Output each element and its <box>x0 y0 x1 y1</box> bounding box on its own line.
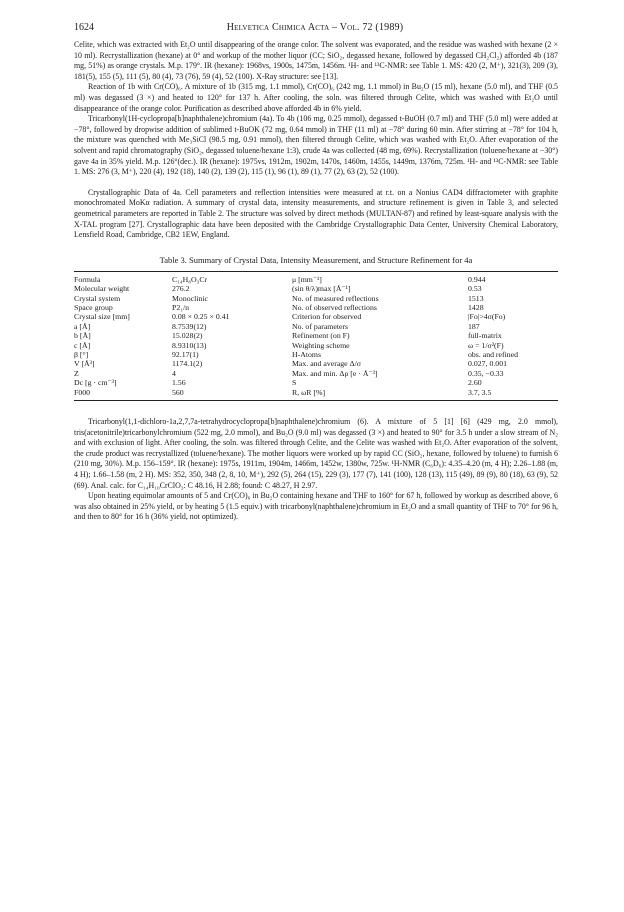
table-caption: Table 3. Summary of Crystal Data, Intensity Measurement, and Structure Refinement for 4a <box>159 254 473 265</box>
table-cell: 92.17(1) <box>172 349 199 359</box>
table-row <box>74 388 558 401</box>
table-row <box>74 359 558 368</box>
table-cell: 0.35, −0.33 <box>468 368 504 378</box>
table-row <box>74 312 558 321</box>
table-cell: 8.7539(12) <box>172 321 207 331</box>
paragraph-2: Reaction of 1b with Cr(CO)₆. A mixture of 1b (315 mg, 1.1 mmol), Cr(CO)₆ (242 mg, 1.1 mmol) in Bu₂O (15 ml), hexane (5.0 ml), and THF (0.5 ml) was degassed (3 ×) and heated to 120° for 137 h. After cooling, the soln. was filtered through Celite, which was washed with Et₂O until disappearance of the orange color. Purification as described above afforded 4b in 6% yield. <box>74 82 558 113</box>
table-cell: H-Atoms <box>292 349 322 359</box>
table-cell: No. of parameters <box>292 321 349 331</box>
page-number: 1624 <box>74 22 94 33</box>
table-cell: Dc [g · cm⁻³] <box>74 378 117 388</box>
crystal-data-table <box>74 271 558 401</box>
table-cell: full-matrix <box>468 331 502 341</box>
table-cell: Monoclinic <box>172 293 208 303</box>
table-cell: Max. and min. Δρ [e · Å⁻³] <box>292 368 378 378</box>
table-cell: Crystal size [mm] <box>74 312 130 322</box>
table-cell: μ [mm⁻¹] <box>292 271 468 284</box>
table-row <box>74 341 558 350</box>
table-cell: No. of measured reflections <box>292 293 379 303</box>
table-cell: 1428 <box>468 302 484 312</box>
table-cell: S <box>292 378 297 388</box>
table-cell: R, ωR [%] <box>292 388 468 401</box>
running-header <box>74 22 558 34</box>
table-row <box>74 378 558 387</box>
table-row <box>74 294 558 303</box>
table-cell: C₁₄H₈O₃Cr <box>172 271 292 284</box>
table-cell: 0.027, 0.001 <box>468 359 507 369</box>
table-row <box>74 322 558 331</box>
table-cell: No. of observed reflections <box>292 302 377 312</box>
table-cell: Space group <box>74 302 113 312</box>
table-cell: c [Å] <box>74 340 91 350</box>
table-row <box>74 331 558 340</box>
table-cell: Weighting scheme <box>292 340 350 350</box>
table-cell: 4 <box>172 368 176 378</box>
table-cell: P2₁/n <box>172 302 190 312</box>
table-cell: b [Å] <box>74 331 91 341</box>
table-cell: V [Å³] <box>74 359 95 369</box>
table-cell: F000 <box>74 388 172 401</box>
table-cell: Molecular weight <box>74 284 130 294</box>
paragraph-5: Tricarbonyl(1,1-dichloro-1a,2,7,7a-tetrahydrocyclopropa[b]naphthalene)chromium (6). A mixture of 5 [1] [6] (429 mg, 2.0 mmol), tris(acetonitrile)tricarbonylchromium (522 mg, 2.0 mmol), and Bu₂O (9.0 ml) was degassed (3 ×) and heated to 90° for 3.5 h under a slow stream of N₂ and with exclusion of light. After cooling, the soln. was filtered through Celite, and the Celite was washed with Et₂O. After evaporation of the solvent, the crude product was recrystallized (toluene/hexane). The mother liquors were worked up by rapid CC (SiO₂, hexane, followed by toluene) to furnish 6 (210 mg, 30%). M.p. 156–159°. IR (hexane): 1975s, 1911m, 1904m, 1466m, 1452w, 1380w, 725w. ¹H-NMR (C₆D₆): 4.35–4.20 (m, 4 H); 2.26–1.88 (m, 4 H); 1.66–1.58 (m, 2 H). MS: 352, 350, 348 (2, 8, 10, M⁺), 292 (5), 264 (15), 229 (3), 177 (7), 141 (100), 128 (13), 115 (49), 89 (9), 80 (18), 63 (9), 52 (69). Anal. calc. for C₁₄H₁₀CrClO₃: C 48.16, H 2.88; found: C 48.27, H 2.97. <box>74 416 558 490</box>
paper-page <box>74 22 558 523</box>
table-cell: ω = 1/σ²(F) <box>468 340 504 350</box>
table-row <box>74 369 558 378</box>
table-cell: (sin θ/λ)max [Å⁻¹] <box>292 284 351 294</box>
table-cell: 0.08 × 0.25 × 0.41 <box>172 312 230 322</box>
table-cell: 3.7, 3.5 <box>468 388 558 401</box>
table-row <box>74 303 558 312</box>
table-cell: 1174.1(2) <box>172 359 203 369</box>
table-row <box>74 284 558 293</box>
journal-title: Helvetica Chimica Acta – Vol. 72 (1989) <box>226 22 404 33</box>
table-cell: 0.53 <box>468 284 482 294</box>
table-cell: Formula <box>74 271 172 284</box>
table-cell: 1513 <box>468 293 484 303</box>
paragraph-1: Celite, which was extracted with Et₂O until disappearing of the orange color. The solvent was evaporated, and the residue was washed with hexane (2 × 10 ml). Recrystallization (hexane) at 0° and workup of the mother liquor (CC; SiO₂, degassed hexane, followed by degassed CH₂Cl₂) afforded 4b (187 mg, 51%) as orange crystals. M.p. 179°. IR (hexane): 1968vs, 1900s, 1475m, 1456m. ¹H- and ¹³C-NMR: see Table 1. MS: 420 (2, M⁺), 321(3), 209 (3), 181(5), 155 (5), 111 (5), 80 (4), 73 (76), 59 (4), 52 (100). X-Ray structure: see [13]. <box>74 40 558 81</box>
table-row <box>74 271 558 284</box>
table-cell: |Fo|>4σ(Fo) <box>468 312 506 322</box>
table-cell: 2.60 <box>468 378 482 388</box>
table-cell: Crystal system <box>74 293 121 303</box>
paragraph-6: Upon heating equimolar amounts of 5 and Cr(CO)₆ in Bu₂O containing hexane and THF to 160° for 67 h, followed by workup as described above, 6 was also obtained in 25% yield, or by heating 5 (1.5 equiv.) with tricarbonyl(naphthalene)chromium in Et₂O and a small quantity of THF to 70° for 96 h, and then to 80° for 16 h (36% yield, not optimized). <box>74 491 558 522</box>
table-cell: 8.9310(13) <box>172 340 207 350</box>
table-cell: 187 <box>468 321 480 331</box>
table-cell: 1.56 <box>172 378 186 388</box>
paragraph-3: Tricarbonyl(1H-cyclopropa[b]naphthalene)chromium (4a). To 4b (106 mg, 0.25 mmol), degassed t-BuOH (0.7 ml) and THF (5.0 ml) were added at −78°, followed by dropwise addition of sublimed t-BuOK (72 mg, 0.64 mmol) in THF (11 ml) at −78° during 60 min. After stirring at −78° for 104 h, the mixture was quenched with Me₃SiCl (98.5 mg, 0.91 mmol), then filtered through Celite, which was washed with Et₂O. After evaporation of the solvent and rapid chromatography (SiO₂, degassed toluene/hexane 1:3), crude 4a was collected (48 mg, 69%). Recrystallization (toluene/hexane at −30°) gave 4a in 35% yield. M.p. 126°(dec.). IR (hexane): 1975vs, 1912m, 1902m, 1470s, 1460m, 1455s, 1449m, 1376m, 725m. ¹H- and ¹³C-NMR: see Table 1. MS: 276 (3, M⁺), 220 (4), 192 (18), 140 (2), 139 (2), 115 (1), 96 (1), 89 (1), 77 (2), 63 (2), 52 (100). <box>74 114 558 177</box>
paragraph-4: Crystallographic Data of 4a. Cell parameters and reflection intensities were measured at r.t. on a Nonius CAD4 diffractometer with graphite monochromated MoKα radiation. A summary of crystal data, intensity measurements, and structure refinement is given in Table 3, and selected geometrical parameters are reported in Table 2. The structure was solved by direct methods (MULTAN-87) and refined by least-square analysis with the X-TAL program [27]. Crystallographic data have been deposited with the Cambridge Crystallographic Data Center, University Chemical Laboratory, Lensfield Road, Cambridge, CB2 1EW, England. <box>74 187 558 240</box>
table-cell: Z <box>74 368 79 378</box>
table-cell: Max. and average Δ/σ <box>292 359 361 369</box>
table-row <box>74 350 558 359</box>
table-cell: 560 <box>172 388 292 401</box>
table-cell: Refinement (on F) <box>292 331 350 341</box>
table-cell: 15.028(2) <box>172 331 203 341</box>
table-cell: 0.944 <box>468 271 558 284</box>
table-cell: Criterion for observed <box>292 312 362 322</box>
table-cell: β [°] <box>74 349 89 359</box>
table-cell: a [Å] <box>74 321 91 331</box>
table-cell: obs. and refined <box>468 349 519 359</box>
table-cell: 276.2 <box>172 284 190 294</box>
